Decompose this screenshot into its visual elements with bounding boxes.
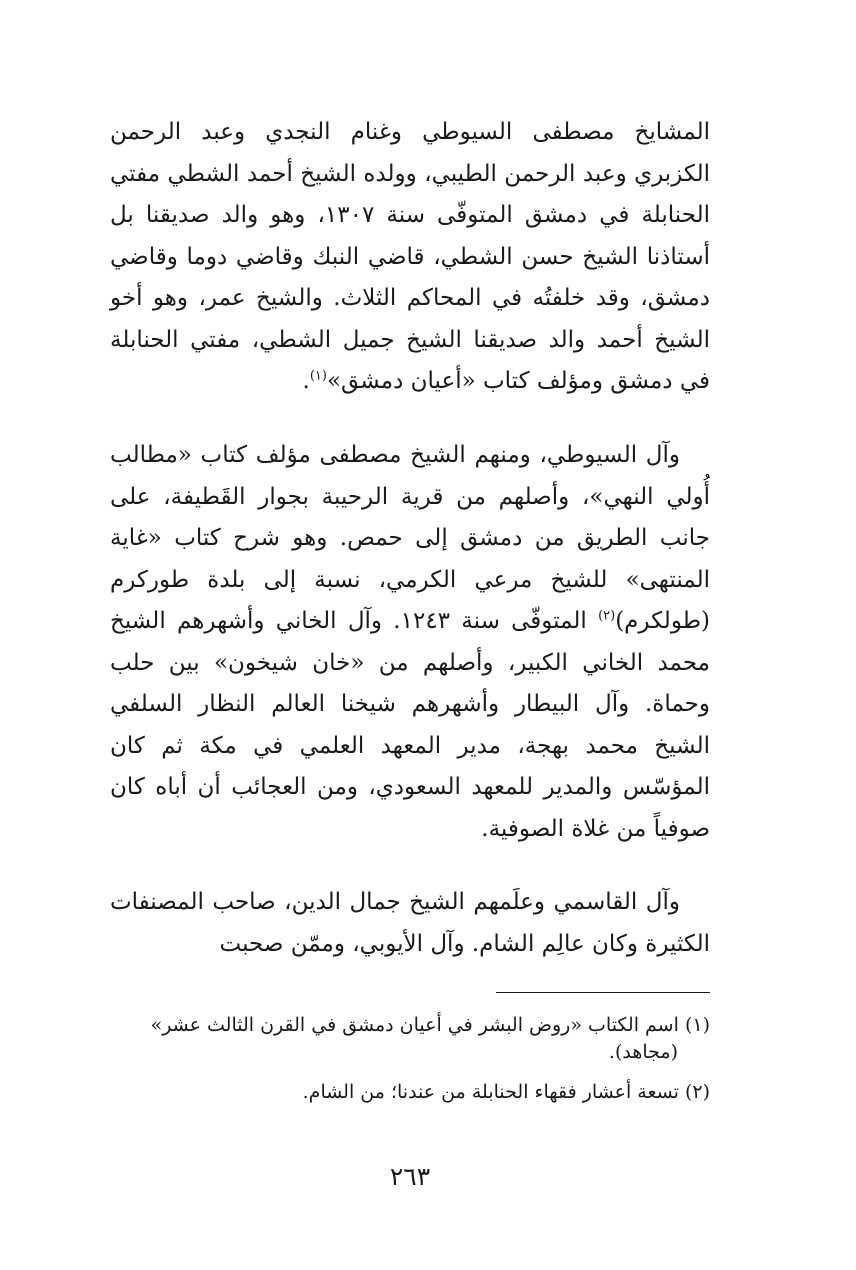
paragraph-3 (110, 882, 710, 965)
footnotes (110, 1012, 710, 1106)
paragraph-2 (110, 435, 710, 850)
paragraph-1 (110, 112, 710, 403)
footnote-1-continuation: (مجاهد). (608, 1041, 678, 1063)
footnote-1-marker: (١) (684, 1014, 710, 1036)
paragraph-2-text: وآل السيوطي، ومنهم الشيخ مصطفى مؤلف كتاب «مطالب أُولي النهي»، وأصلهم من قرية الرحيبة بجوار القَطيفة، على جانب الطريق من دمشق إلى حمص. وهو شرح كتاب «غاية المنتهى» للشيخ مرعي الكرمي، نسبة إلى بلدة طوركرم (طولكرم) (110, 442, 710, 634)
footnote-ref-2[interactable]: (٢) (598, 608, 616, 624)
footnote-separator (496, 992, 710, 993)
paragraph-2-end: المتوفّى سنة ١٢٤٣. وآل الخاني وأشهرهم الشيخ محمد الخاني الكبير، وأصلهم من «خان شيخون» بين حلب وحماة. وآل البيطار وأشهرهم شيخنا العالم النظار السلفي الشيخ محمد بهجة، مدير المعهد العلمي في مكة ثم كان المؤسّس والمدير للمعهد السعودي، ومن العجائب أن أباه كان صوفياً من غلاة الصوفية. (110, 608, 710, 842)
paragraph-3-text: وآل القاسمي وعلَمهم الشيخ جمال الدين، صاحب المصنفات الكثيرة وكان عالِم الشام. وآل الأيوبي، وممّن صحبت (110, 889, 710, 957)
footnote-ref-1[interactable]: (١) (309, 368, 327, 384)
paragraph-1-text: المشايخ مصطفى السيوطي وغنام النجدي وعبد الرحمن الكزبري وعبد الرحمن الطيبي، وولده الشيخ أحمد الشطي مفتي الحنابلة في دمشق المتوفّى سنة ١٣٠٧، وهو والد صديقنا بل أستاذنا الشيخ حسن الشطي، قاضي النبك وقاضي دوما وقاضي دمشق، وقد خلفتُه في المحاكم الثلاث. والشيخ عمر، وهو أخو الشيخ أحمد والد صديقنا الشيخ جميل الشطي، مفتي الحنابلة في دمشق ومؤلف كتاب «أعيان دمشق» (110, 119, 710, 394)
footnote-2-text: تسعة أعشار فقهاء الحنابلة من عندنا؛ من الشام. (302, 1081, 679, 1103)
footnote-2-marker: (٢) (684, 1081, 710, 1103)
page-number: ٢٦٣ (389, 1162, 431, 1191)
footnote-1 (110, 1012, 710, 1066)
paragraph-1-end: . (302, 368, 310, 394)
footnote-2 (110, 1079, 710, 1106)
footnote-1-text: اسم الكتاب «روض البشر في أعيان دمشق في القرن الثالث عشر» (150, 1014, 679, 1036)
book-page (110, 112, 710, 1212)
